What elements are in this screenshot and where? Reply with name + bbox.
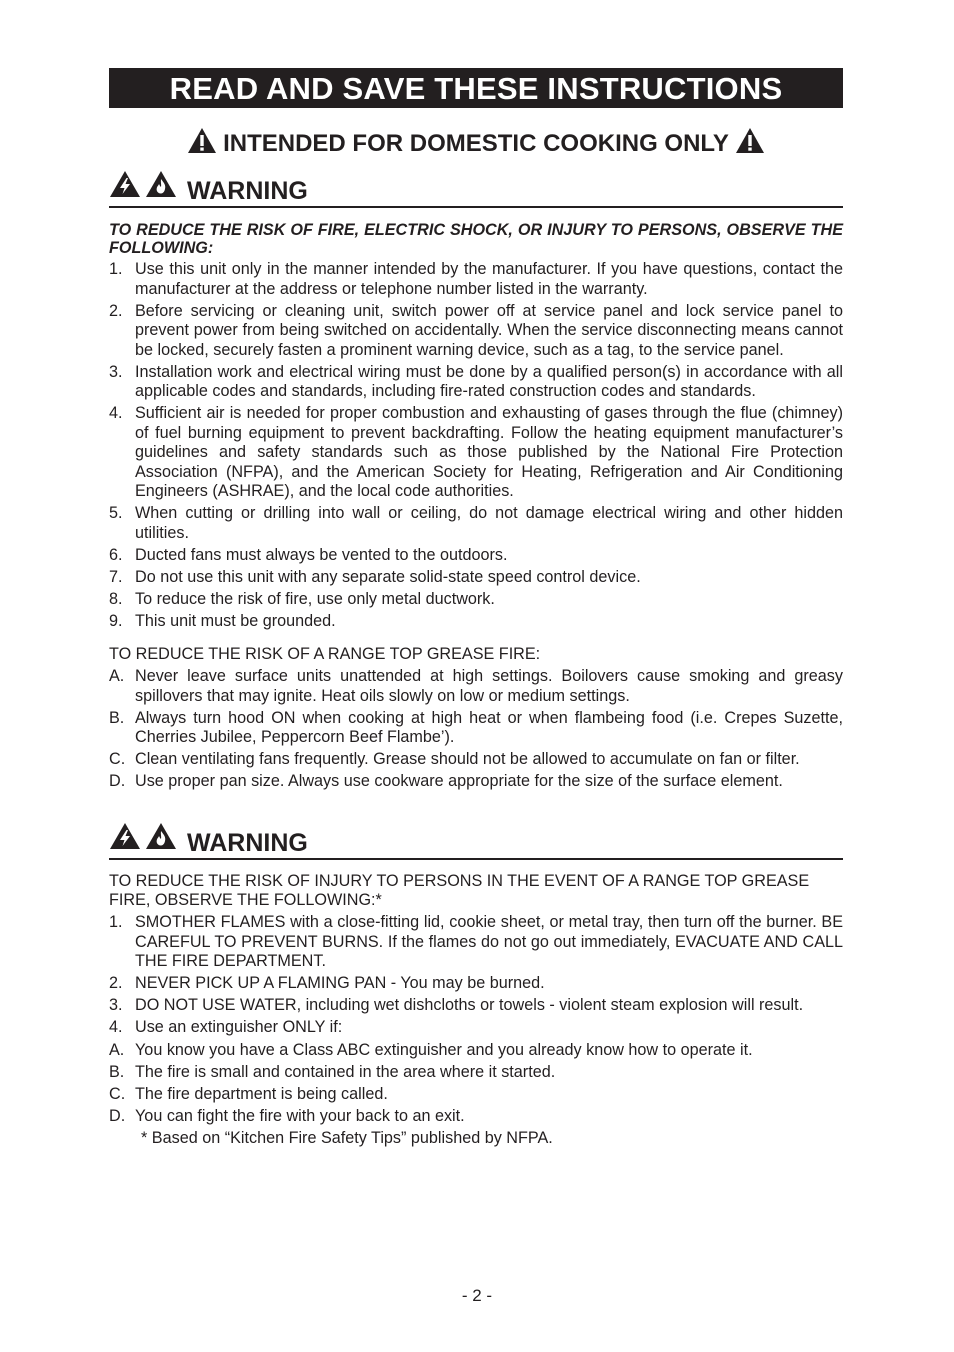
list-item: 3. DO NOT USE WATER, including wet dishcloths or towels - violent steam explosion will result. [109,996,804,1014]
grease-fire-intro: TO REDUCE THE RISK OF A RANGE TOP GREASE FIRE: [109,645,541,663]
domestic-use-text: INTENDED FOR DOMESTIC COOKING ONLY [223,130,729,157]
warning-title: WARNING [187,829,308,857]
warning-triangle-icon [187,127,217,161]
list-item: 3. Installation work and electrical wiring must be done by a qualified person(s) in accordance with all applicable codes and standards, including fire-rated construction codes and standards. [109,362,843,400]
list-item: D. Use proper pan size. Always use cookware appropriate for the size of the surface element. [109,772,783,790]
list-item: C. Clean ventilating fans frequently. Grease should not be allowed to accumulate on fan or filter. [109,750,800,768]
warning-section-2 [109,824,843,1148]
page-banner: READ AND SAVE THESE INSTRUCTIONS [109,68,843,108]
warning-triangle-icon [735,127,765,161]
list-item: D. You can fight the fire with your back to an exit. [109,1106,465,1125]
list-item: 6. Ducted fans must always be vented to the outdoors. [109,545,508,564]
warning-intro: TO REDUCE THE RISK OF INJURY TO PERSONS IN THE EVENT OF A RANGE TOP GREASE FIRE, OBSERVE THE FOLLOWING:* [109,872,810,909]
warning-heading [109,824,843,860]
warning-list [109,913,843,1038]
list-item: 5. When cutting or drilling into wall or ceiling, do not damage electrical wiring and other hidden utilities. [109,504,843,542]
extinguisher-conditions-list [109,1041,843,1127]
list-item: 1. Use this unit only in the manner intended by the manufacturer. If you have questions, contact the manufacturer at the address or telephone number listed in the warranty. [109,260,843,298]
warning-title: WARNING [187,177,308,205]
warning-intro: TO REDUCE THE RISK OF FIRE, ELECTRIC SHOCK, OR INJURY TO PERSONS, OBSERVE THE FOLLOWING: [109,221,843,257]
fire-hazard-icon [145,822,181,855]
list-item: 7. Do not use this unit with any separate solid-state speed control device. [109,567,641,586]
list-item: B. The fire is small and contained in the area where it started. [109,1062,556,1081]
list-item: A. You know you have a Class ABC extinguisher and you already know how to operate it. [109,1040,753,1059]
instruction-page [109,68,843,1148]
footnote: * Based on “Kitchen Fire Safety Tips” published by NFPA. [141,1128,553,1147]
warning-list [109,260,843,631]
list-item: C. The fire department is being called. [109,1084,388,1103]
domestic-use-heading [109,128,843,160]
list-item: 8. To reduce the risk of fire, use only metal ductwork. [109,589,495,608]
page-number: - 2 - [461,1286,493,1305]
warning-heading [109,172,843,208]
list-item: B. Always turn hood ON when cooking at high heat or when flambeing food (i.e. Crepes Suzette, Cherries Jubilee, Peppercorn Beef Flambe’). [109,708,843,746]
grease-fire-list [109,667,843,792]
list-item: 4. Sufficient air is needed for proper combustion and exhausting of gases through the flue (chimney) of fuel burning equipment to prevent backdrafting. Follow the heating equipment manufacturer’s guidelines and safety standards such as those published by the National Fire Protection Association (NFPA), and the American Society for Heating, Refrigeration and Air Conditioning Engineers (ASHRAE), and the local code authorities. [109,404,843,500]
warning-section-1 [109,172,843,792]
list-item: 2. Before servicing or cleaning unit, switch power off at service panel and lock service panel to prevent power from being switched on accidentally. When the service disconnecting means cannot be locked, securely fasten a prominent warning device, such as a tag, to the service panel. [109,301,843,359]
list-item: 9. This unit must be grounded. [109,611,336,630]
list-item: 1. SMOTHER FLAMES with a close-fitting lid, cookie sheet, or metal tray, then turn off the burner. BE CAREFUL TO PREVENT BURNS. If the flames do not go out immediately, EVACUATE AND CALL THE FIRE DEPARTMENT. [109,913,843,970]
electric-shock-icon [109,822,145,855]
fire-hazard-icon [145,170,181,203]
list-item: A. Never leave surface units unattended at high settings. Boilovers cause smoking and greasy spillovers that may ignite. Heat oils slowly on low or medium settings. [109,667,843,705]
list-item: 4. Use an extinguisher ONLY if: [109,1018,343,1036]
list-item: 2. NEVER PICK UP A FLAMING PAN - You may be burned. [109,974,545,992]
electric-shock-icon [109,170,145,203]
